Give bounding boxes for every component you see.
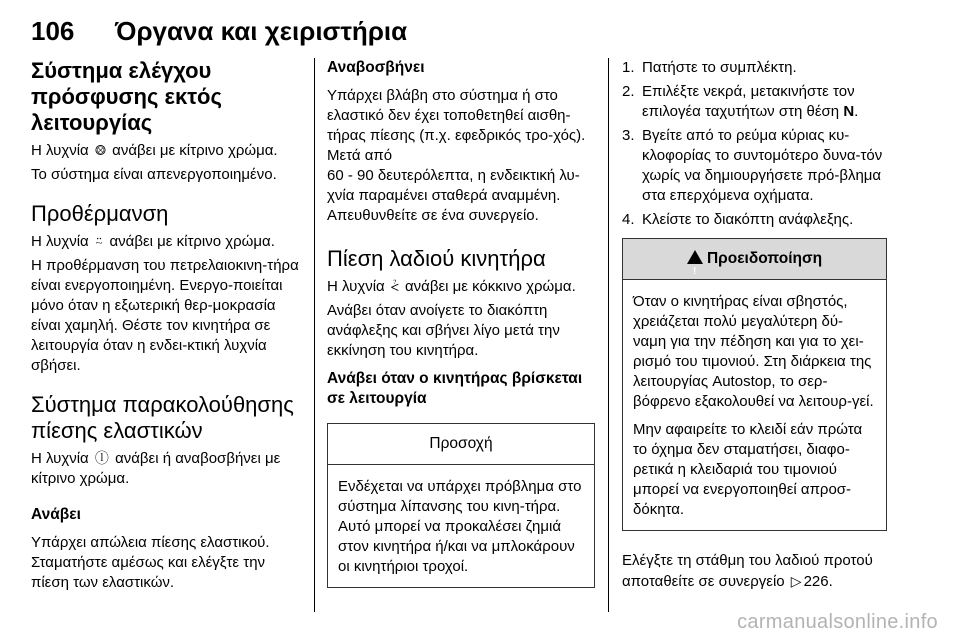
page-header	[31, 6, 940, 56]
paragraph: Ενδέχεται να υπάρχει πρόβλημα στο σύστημα λίπανσης του κινη-τήρα. Αυτό μπορεί να προκαλέσει ζημιά στον κινητήρα ή/και να μπλοκάρουν οι κινητήριοι τροχοί.	[338, 478, 582, 575]
paragraph: 60 - 90 δευτερόλεπτα, η ενδεικτική λυ-χνία παραμένει σταθερά αναμμένη. Απευθυνθείτε σε ένα συνεργείο.	[327, 167, 580, 224]
glow-plug-icon: ⍨	[94, 233, 104, 249]
caution-box-body	[328, 465, 594, 587]
tire-pressure-icon: ⓛ	[94, 450, 109, 466]
section-title-tpms	[31, 392, 301, 444]
paragraph: Ανάβει όταν ανοίγετε το διακόπτη ανάφλεξης και σβήνει λίγο μετά την εκκίνηση του κινητήρα.	[327, 302, 560, 359]
paragraph: Το σύστημα είναι απενεργοποιημένο.	[31, 166, 277, 183]
steps-list	[622, 58, 887, 230]
step-number: 2.	[622, 83, 635, 100]
subheading: Ανάβει	[31, 506, 81, 523]
page-title: Όργανα και χειριστήρια	[115, 16, 408, 46]
column-3	[622, 58, 887, 592]
warning-box	[622, 238, 887, 531]
text: Η λυχνία	[31, 142, 89, 159]
column-2	[327, 58, 595, 588]
step-number: 4.	[622, 211, 635, 228]
text: Ελέγξτε τη στάθμη του λαδιού προτού αποταθείτε σε συνεργείο	[622, 552, 873, 590]
text: ανάβει ή αναβοσβήνει με κίτρινο χρώμα.	[31, 450, 281, 487]
paragraph: Υπάρχει απώλεια πίεσης ελαστικού. Σταματήστε αμέσως και ελέγξτε την πίεση των ελαστικών.	[31, 534, 270, 591]
column-divider	[314, 58, 315, 612]
paragraph: Μην αφαιρείτε το κλειδί εάν πρώτα το όχημα δεν σταματήσει, διαφο-ρετικά η κλειδαριά του τιμονιού μπορεί να ενεργοποιηθεί απροσ-δόκητα.	[633, 421, 863, 518]
page-reference[interactable]: 226.	[803, 573, 833, 590]
section-title-preheat: Προθέρμανση	[31, 201, 169, 226]
paragraph	[327, 276, 595, 297]
text: Επιλέξτε νεκρά, μετακινήστε τον επιλογέα ταχυτήτων στη θέση	[642, 83, 855, 120]
list-item	[622, 58, 887, 78]
page-reference-arrow-icon: ▷	[790, 573, 802, 589]
gear-position: N	[843, 103, 855, 120]
paragraph: Όταν ο κινητήρας είναι σβηστός, χρειάζεται πολύ μεγαλύτερη δύ-ναμη για την πέδηση και για το χει-ρισμό του τιμονιού. Στη διάρκεια της λειτουργίας Autostop, το σερ-βόφρενο εξακολουθεί να λειτουρ-γεί.	[633, 293, 874, 410]
text: ανάβει με κίτρινο χρώμα.	[109, 233, 275, 250]
title-line: πίεσης ελαστικών	[31, 418, 203, 443]
list-item	[622, 126, 887, 206]
page-number: 106	[31, 16, 75, 46]
traction-off-icon: ⨷	[94, 142, 106, 158]
caution-box-title: Προσοχή	[328, 424, 594, 465]
oil-can-icon: ⩻	[390, 278, 399, 294]
subheading: Ανάβει όταν ο κινητήρας βρίσκεται σε λειτουργία	[327, 370, 583, 407]
caution-box	[327, 423, 595, 588]
text: ανάβει με κόκκινο χρώμα.	[404, 278, 576, 295]
warning-title-text: Προειδοποίηση	[706, 250, 823, 267]
text: Η λυχνία	[31, 233, 89, 250]
warning-box-title	[623, 239, 886, 280]
list-item	[622, 82, 887, 122]
warning-triangle-icon	[687, 250, 703, 264]
title-line: λειτουργίας	[31, 110, 153, 135]
title-line: Σύστημα ελέγχου	[31, 58, 212, 83]
text: Η λυχνία	[31, 450, 89, 467]
step-text	[642, 82, 887, 122]
text: Η λυχνία	[327, 278, 385, 295]
paragraph: Η προθέρμανση του πετρελαιοκινη-τήρα είναι ενεργοποιημένη. Ενεργο-ποιείται μόνο όταν η εξωτερική θερ-μοκρασία είναι χαμηλή. Θέστε τον κινητήρα σε λειτουργία όταν η ενδει-κτική λυχνία σβήσει.	[31, 257, 299, 374]
paragraph	[31, 140, 301, 161]
column-1	[31, 58, 301, 593]
subheading: Αναβοσβήνει	[327, 59, 425, 76]
step-text: Βγείτε από το ρεύμα κύριας κυ-κλοφορίας το συντομότερο δυνα-τόν χωρίς να δημιουργήσετε πρό-βλημα στα επερχόμενα οχήματα.	[642, 127, 883, 204]
section-title-traction	[31, 58, 301, 136]
list-item	[622, 210, 887, 230]
column-divider	[608, 58, 609, 612]
step-text: Πατήστε το συμπλέκτη.	[642, 59, 797, 76]
title-line: πρόσφυσης εκτός	[31, 84, 222, 109]
section-title-oil: Πίεση λαδιού κινητήρα	[327, 246, 546, 271]
step-number: 1.	[622, 59, 635, 76]
watermark: carmanualsonline.info	[737, 611, 938, 633]
text: ανάβει με κίτρινο χρώμα.	[112, 142, 278, 159]
warning-box-body	[623, 280, 886, 530]
step-number: 3.	[622, 127, 635, 144]
paragraph	[31, 231, 301, 252]
paragraph: Υπάρχει βλάβη στο σύστημα ή στο ελαστικό δεν έχει τοποθετηθεί αισθη-τήρας πίεσης (π.χ. εφεδρικός τρο-χός). Μετά από	[327, 87, 586, 164]
text: .	[854, 103, 859, 120]
step-text: Κλείστε το διακόπτη ανάφλεξης.	[642, 211, 854, 228]
paragraph	[31, 448, 301, 489]
paragraph	[622, 551, 887, 592]
title-line: Σύστημα παρακολούθησης	[31, 392, 294, 417]
